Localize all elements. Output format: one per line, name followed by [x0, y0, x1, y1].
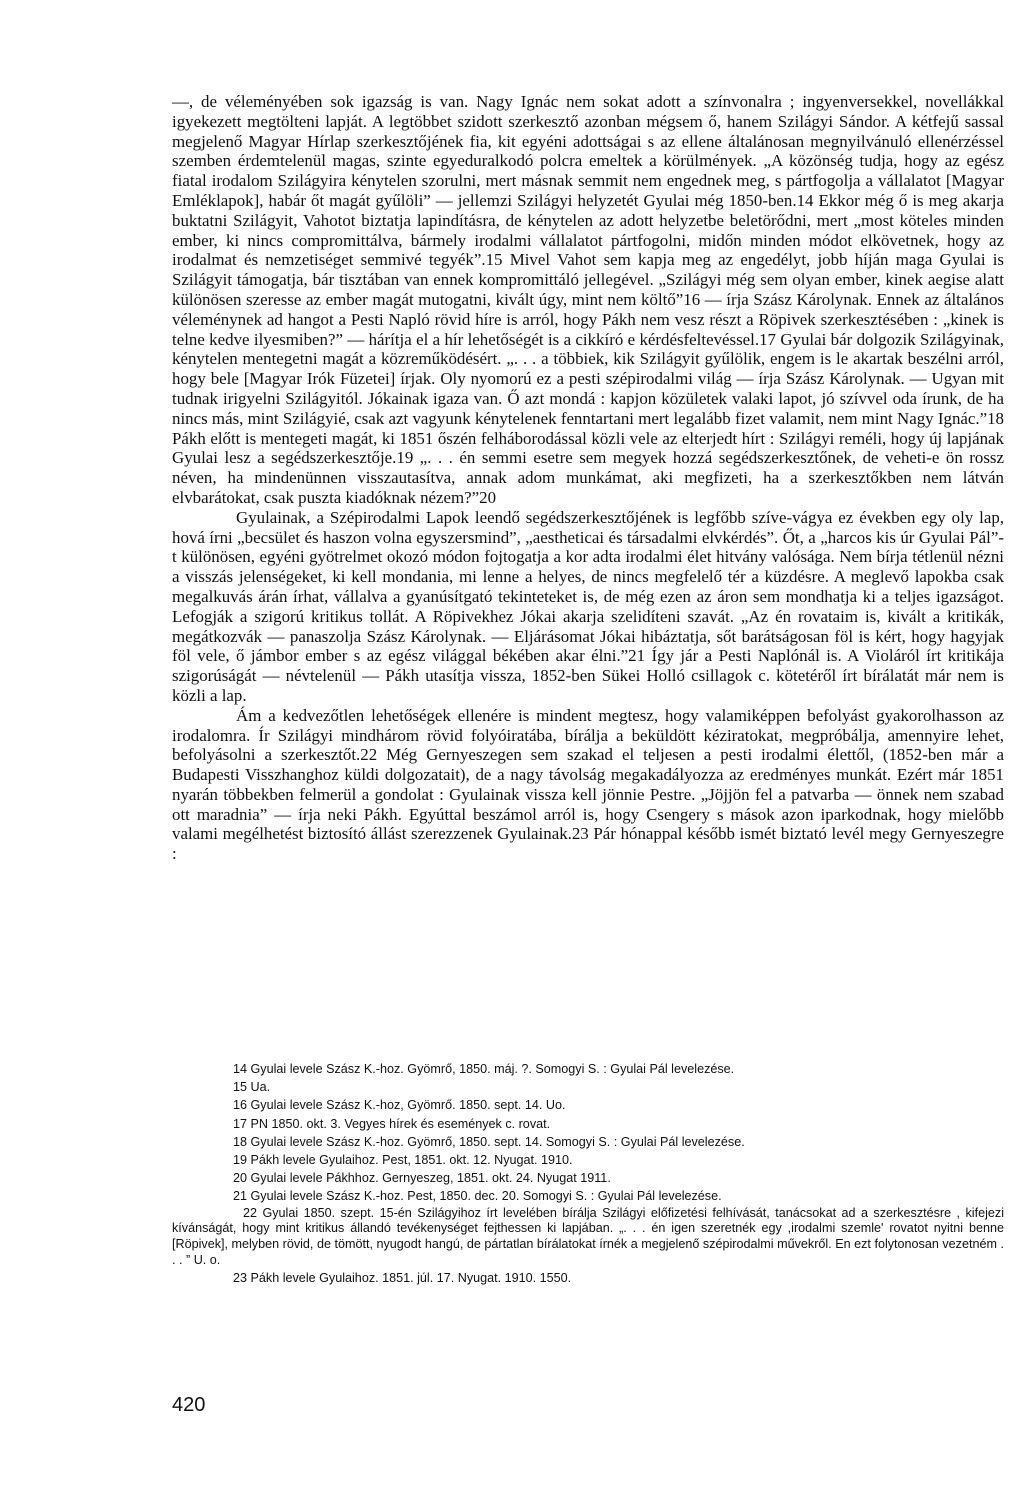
footnote-19: 19 Pákh levele Gyulaihoz. Pest, 1851. okt. 12. Nyugat. 1910. — [233, 1153, 573, 1168]
footnote-14: 14 Gyulai levele Szász K.-hoz. Gyömrő, 1850. máj. ?. Somogyi S. : Gyulai Pál levelezése. — [233, 1062, 735, 1076]
footnote-16: 16 Gyulai levele Szász K.-hoz, Gyömrő. 1850. sept. 14. Uo. — [233, 1098, 566, 1113]
footnote-21: 21 Gyulai levele Szász K.-hoz. Pest, 1850. dec. 20. Somogyi S. : Gyulai Pál levelezése. — [233, 1189, 722, 1204]
footnote-15: 15 Ua. — [233, 1080, 271, 1095]
paragraph-2: Gyulainak, a Szépirodalmi Lapok leendő segédszerkesztőjének is legfőbb szíve-vágya ez években egy oly lap, hová írni „becsület és haszon volna egyszersmind”, „aestheticai és társadalmi elvkérdés”. Őt, a „harcos kis úr Gyulai Pál”-t különösen, egyéni gyötrelmet okozó módon fojtogatja a kor adta irodalmi élet hitvány valósága. Nem bírja tétlenül nézni a visszás jelenségeket, ki kell mondania, mi lenne a helyes, de nincs megfelelő tér a küzdésre. A meglevő lapokba csak megalkuvás árán írhat, vállalva a gyanúsítgató tekinteteket is, de még ezen az áron sem mondhatja ki a teljes igazságot. Lefogják a szigorú kritikus tollát. A Röpivekhez Jókai akarja szelidíteni szavát. „Az én rovataim is, kivált a kritikák, megátkozvák — panaszolja Szász Károlynak. — Eljárásomat Jókai hibáztatja, sőt barátságosan föl is kért, hogy hagyjak föl vele, ő jámbor ember s az egész világgal békében akar élni.”21 Így jár a Pesti Naplónál is. A Violáról írt kritikája szigorúságát — névtelenül — Pákh utasítja vissza, 1852-ben Sükei Holló csillagok c. kötetéről írt bírálatát már nem is közli a lap. — [172, 507, 1004, 705]
main-text — [172, 92, 1004, 864]
footnotes — [172, 1060, 1004, 1287]
footnote-17: 17 PN 1850. okt. 3. Vegyes hírek és események c. rovat. — [233, 1116, 551, 1131]
paragraph-3: Ám a kedvezőtlen lehetőségek ellenére is mindent megtesz, hogy valamiképpen befolyást gyakorolhasson az irodalomra. Ír Szilágyi mindhárom rövid folyóiratába, bírálja a beküldött kéziratokat, megpróbálja, amennyire lehet, befolyásolni a szerkesztőt.22 Még Gernyeszegen sem szakad el teljesen a pesti irodalmi élettől, (1852-ben már a Budapesti Visszhanghoz küldi dolgozatait), de a nagy távolság megakadályozza az eredményes munkát. Ezért már 1851 nyarán többekben felmerül a gondolat : Gyulainak vissza kell jönnie Pestre. „Jöjjön fel a patvarba — önnek nem szabad ott maradnia” — írja neki Pákh. Egyúttal beszámol arról is, hogy Csengery s mások azon iparkodnak, hogy mielőbb valami megélhetést biztosító állást szerezzenek Gyulainak.23 Pár hónappal később ismét biztató levél megy Gernyeszegre : — [172, 705, 1004, 864]
footnote-18: 18 Gyulai levele Szász K.-hoz. Gyömrő, 1850. sept. 14. Somogyi S. : Gyulai Pál levelezése. — [233, 1134, 745, 1149]
footnote-20: 20 Gyulai levele Pákhhoz. Gernyeszeg, 1851. okt. 24. Nyugat 1911. — [233, 1171, 611, 1186]
footnote-22: 22 Gyulai 1850. szept. 15-én Szilágyihoz írt levelében bírálja Szilágyi előfizetési felhívását, tanácsokat ad a szerkesztésre , kifejezi kívánságát, hogy mint kritikus állandó tevékenységet fejthessen ki lapjában. „. . . én igen szeretnék egy ,irodalmi szemle' rovatot nyitni benne [Röpivek], melyben rövid, de tömött, nyugodt hangú, de pártatlan bírálatokat írnék a megjelenő szépirodalmi művekről. En ezt folytonosan vezetném . . . ” U. o. — [172, 1205, 1004, 1268]
footnote-23: 23 Pákh levele Gyulaihoz. 1851. júl. 17. Nyugat. 1910. 1550. — [233, 1270, 572, 1285]
paragraph-1: —, de véleményében sok igazság is van. Nagy Ignác nem sokat adott a színvonalra ; ingyenversekkel, novellákkal igyekezett megtölteni lapját. A legtöbbet szidott szerkesztő azonban mégsem ő, hanem Szilágyi Sándor. A kétfejű sassal megjelenő Magyar Hírlap szerkesztőjének fia, kit egyéni adottságai s az ellene általánosan megnyilvánuló ellenérzéssel szemben érdemtelenül magas, szinte egyeduralkodó polcra emeltek a körülmények. „A közönség tudja, hogy az egész fiatal irodalom Szilágyira kénytelen szorulni, mert másnak semmit nem engednek meg, s pártfogolja a vállalatot [Magyar Emléklapok], habár őt magát gyűlöli” — jellemzi Szilágyi helyzetét Gyulai még 1850-ben.14 Ekkor még ő is meg akarja buktatni Szilágyit, Vahotot biztatja lapindításra, de kénytelen az adott helyzetbe beletörődni, mert „most köteles minden ember, ki nincs compromittálva, bármely irodalmi vállalatot pártfogolni, midőn minden módot elkövetnek, hogy az irodalmat és nemzetiséget semmivé tegyék”.15 Mivel Vahot sem kapja meg az engedélyt, jobb híján maga Gyulai is Szilágyit támogatja, bár tisztában van ennek kompromittáló jellegével. „Szilágyi még sem olyan ember, kinek aegise alatt különösen szeresse az ember magát mutogatni, kivált úgy, mint nem költő”16 — írja Szász Károlynak. Ennek az általános véleménynek ad hangot a Pesti Napló rövid híre is arról, hogy Pákh nem vesz részt a Röpivek szerkesztésében : „kinek is telne kedve ilyesmiben?” — hárítja el a hír lehetőségét is a cikkíró e kérdésfeltevéssel.17 Gyulai bár dolgozik Szilágyinak, kénytelen mentegetni magát a közreműködésért. „. . . a többiek, kik Szilágyit gyűlölik, engem is le akartak beszélni arról, hogy bele [Magyar Irók Füzetei] írjak. Oly nyomorú ez a pesti szépirodalmi világ — írja Szász Károlynak. — Ugyan mit tudnak irigyelni Szilágyitól. Jókainak igaza van. Ő azt mondá : kapjon közületek valaki lapot, jó szívvel oda írunk, de ha nincs más, mint Szilágyié, csak azt vagyunk kénytelenek fenntartani mert legalább fizet valamit, nem mint Nagy Ignác.”18 Pákh előtt is mentegeti magát, ki 1851 őszén felháborodással közli vele az elterjedt hírt : Szilágyi reméli, hogy új lapjának Gyulai lesz a segédszerkesztője.19 „. . . én semmi esetre sem megyek hozzá segédszerkesztőnek, de veheti-e ön rossz néven, ha mindenünnen visszautasítva, annak adom munkámat, aki megfizeti, ha a szerkesztőkben nem látván elvbarátokat, csak puszta kiadóknak nézem?”20 — [172, 92, 1004, 507]
page-number: 420 — [172, 1394, 206, 1416]
